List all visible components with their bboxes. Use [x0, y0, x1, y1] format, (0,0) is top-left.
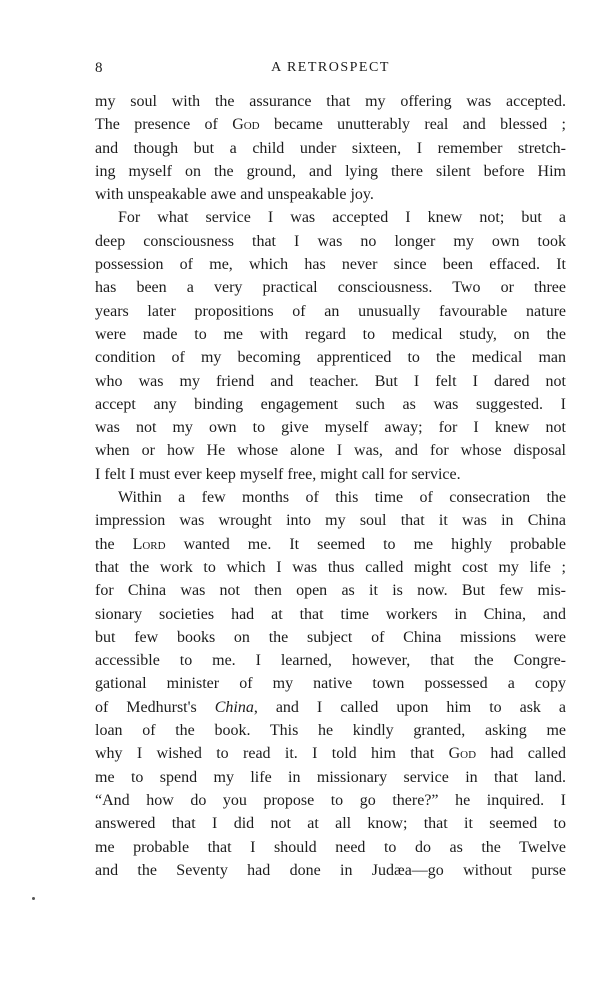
- small-caps-word: God: [448, 745, 477, 763]
- text-line: [95, 696, 566, 719]
- text-line: [95, 603, 566, 626]
- text-run: and though but a child under sixteen, I remember stretch-: [95, 139, 566, 157]
- text-line: [95, 509, 566, 532]
- text-line: [95, 556, 566, 579]
- text-line: [95, 346, 566, 369]
- running-head: A RETROSPECT: [271, 60, 390, 75]
- text-line: [95, 253, 566, 276]
- text-line: [95, 533, 566, 556]
- text-line: [95, 206, 566, 229]
- text-run: “And how do you propose to go there?” he inquired. I: [95, 791, 566, 809]
- text-run: that the work to which I was thus called might cost my life ;: [95, 558, 566, 576]
- text-run: Within a few months of this time of consecration the: [118, 489, 566, 507]
- text-line: [95, 416, 566, 439]
- text-line: [95, 113, 566, 136]
- text-run: ing myself on the ground, and lying there silent before Him: [95, 162, 566, 180]
- page-header: [95, 58, 566, 84]
- text-run: my soul with the assurance that my offering was accepted.: [95, 93, 566, 110]
- book-page: [95, 58, 566, 882]
- text-run: impression was wrought into my soul that it was in China: [95, 512, 566, 530]
- text-run: why I wished to read it. I told him that: [95, 745, 449, 763]
- text-run: sionary societies had at that time workers in China, and: [95, 605, 566, 623]
- page-number: 8: [95, 60, 103, 76]
- text-line: [95, 370, 566, 393]
- text-run: but few books on the subject of China missions were: [95, 628, 566, 646]
- text-line: [95, 626, 566, 649]
- text-line: [95, 439, 566, 462]
- text-run: became unutterably real and blessed ;: [259, 116, 567, 134]
- small-caps-word: Lord: [132, 535, 166, 553]
- text-run: the: [95, 535, 133, 553]
- text-line: [95, 230, 566, 253]
- text-run: was not my own to give myself away; for I knew not: [95, 419, 566, 437]
- text-run: years later propositions of an unusually favourable nature: [95, 302, 566, 320]
- italic-word: China: [214, 698, 254, 716]
- text-run: when or how He whose alone I was, and for whose disposal: [95, 442, 566, 460]
- text-line: [95, 393, 566, 416]
- text-run: possession of me, which has never since been effaced. It: [95, 256, 566, 274]
- text-run: were made to me with regard to medical study, on the: [95, 325, 566, 343]
- text-line: [95, 276, 566, 299]
- text-line: [95, 766, 566, 789]
- stray-ink-mark: [32, 897, 35, 900]
- text-line: [95, 859, 566, 882]
- text-run: gational minister of my native town possessed a copy: [95, 675, 566, 693]
- text-line: [95, 183, 566, 206]
- text-line: [95, 672, 566, 695]
- text-line: [95, 836, 566, 859]
- text-run: has been a very practical consciousness. Two or three: [95, 279, 566, 297]
- text-run: with unspeakable awe and unspeakable joy.: [95, 186, 374, 204]
- text-run: The presence of: [95, 116, 233, 134]
- text-run: who was my friend and teacher. But I felt I dared not: [95, 372, 566, 390]
- text-run: wanted me. It seemed to me highly probable: [165, 535, 567, 553]
- text-line: [95, 323, 566, 346]
- small-caps-word: God: [232, 116, 260, 134]
- text-line: [95, 742, 566, 765]
- text-run: me to spend my life in missionary service in that land.: [95, 768, 566, 786]
- text-line: [95, 579, 566, 602]
- text-run: of Medhurst's: [95, 698, 215, 716]
- body-text: [95, 90, 566, 882]
- text-line: [95, 300, 566, 323]
- text-run: and the Seventy had done in Judæa—go without purse: [95, 861, 566, 879]
- text-run: me probable that I should need to do as the Twelve: [95, 838, 566, 856]
- text-line: [95, 160, 566, 183]
- text-line: [95, 812, 566, 835]
- text-run: condition of my becoming apprenticed to the medical man: [95, 349, 566, 367]
- text-line: [95, 486, 566, 509]
- text-line: [95, 90, 566, 113]
- text-run: answered that I did not at all know; that it seemed to: [95, 815, 566, 833]
- text-line: [95, 719, 566, 742]
- text-run: had called: [476, 745, 567, 763]
- text-run: accessible to me. I learned, however, that the Congre-: [95, 652, 566, 670]
- text-run: deep consciousness that I was no longer my own took: [95, 232, 566, 250]
- text-run: accept any binding engagement such as was suggested. I: [95, 395, 566, 413]
- text-run: for China was not then open as it is now. But few mis-: [95, 582, 566, 600]
- text-run: , and I called upon him to ask a: [253, 698, 567, 716]
- text-line: [95, 649, 566, 672]
- text-run: I felt I must ever keep myself free, might call for service.: [95, 465, 461, 483]
- text-run: loan of the book. This he kindly granted, asking me: [95, 722, 566, 740]
- text-line: [95, 137, 566, 160]
- text-line: [95, 463, 566, 486]
- text-line: [95, 789, 566, 812]
- text-run: For what service I was accepted I knew not; but a: [118, 209, 566, 227]
